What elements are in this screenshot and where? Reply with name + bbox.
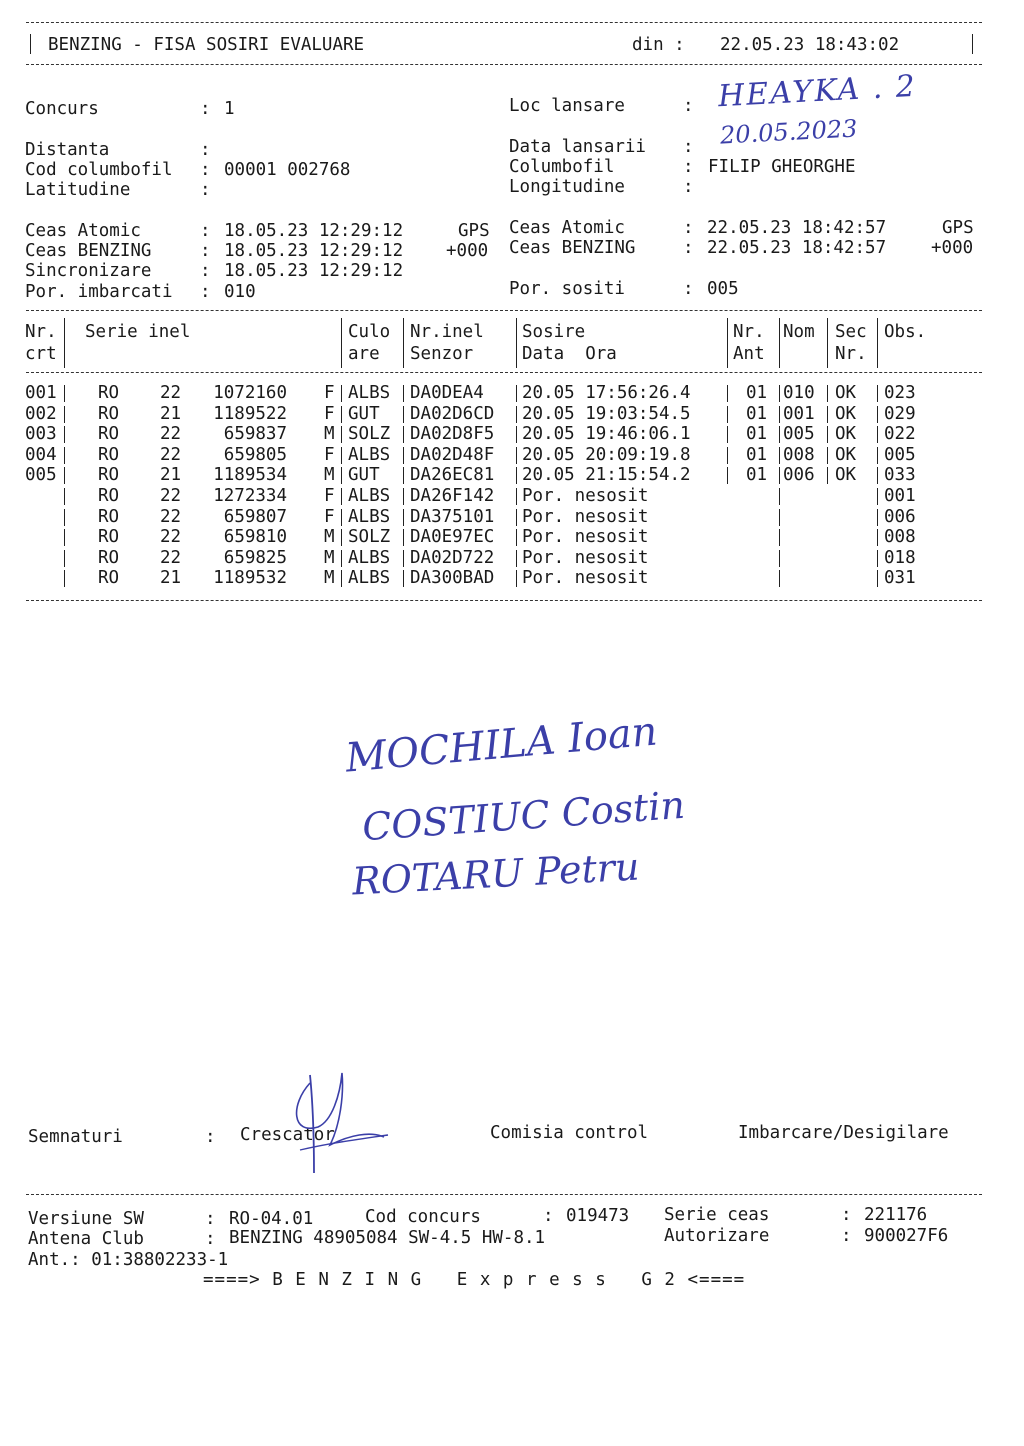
cell-sosire: 20.05 17:56:26.4	[522, 383, 691, 403]
cell-senzor: DA02D6CD	[410, 403, 495, 424]
colon: :	[683, 137, 694, 157]
cell-obs: 033	[884, 465, 916, 486]
cell-sex: M	[324, 465, 335, 486]
table-row	[0, 465, 1024, 485]
col-sep	[779, 570, 780, 587]
col-sep	[877, 529, 878, 546]
cell-an: 21	[160, 568, 182, 589]
cell-sex: F	[324, 486, 335, 506]
col-sep	[516, 529, 517, 546]
table-bottom-rule	[26, 600, 982, 601]
th-senzor: Senzor	[410, 344, 474, 364]
ceas-benzing-label: Ceas BENZING	[25, 241, 152, 261]
table-top-rule	[26, 310, 982, 311]
col-sep	[64, 406, 65, 423]
handwritten-name-2: COSTIUC Costin	[360, 782, 687, 850]
col-sep	[64, 318, 65, 368]
cell-tara: RO	[98, 403, 120, 424]
col-sep	[341, 385, 342, 402]
sincronizare-value: 18.05.23 12:29:12	[224, 261, 404, 281]
cell-tara: RO	[98, 486, 120, 506]
col-sep	[516, 447, 517, 464]
col-sep	[403, 550, 404, 567]
th-nrinel: Nr.inel	[410, 322, 484, 342]
cell-obs: 031	[884, 568, 916, 589]
th-sec: Sec	[835, 322, 867, 342]
cell-sec: OK	[835, 403, 857, 424]
cell-nom: 001	[783, 403, 815, 424]
cell-nr: 1189534	[213, 465, 287, 486]
autorizare-value: 900027F6	[864, 1226, 949, 1246]
colon: :	[683, 218, 694, 238]
th-crt: crt	[25, 344, 57, 364]
cod-columbofil-value: 00001 002768	[224, 160, 351, 180]
cell-nr: 659807	[223, 506, 287, 527]
cell-nr: 659805	[223, 444, 287, 465]
col-sep	[877, 406, 878, 423]
col-sep	[877, 467, 878, 484]
data-lansarii-label: Data lansarii	[509, 137, 646, 157]
ceas-atomic-label-2: Ceas Atomic	[509, 218, 625, 238]
crescator-label: Crescator	[240, 1125, 335, 1145]
colon: :	[200, 99, 222, 119]
cell-tara: RO	[98, 506, 120, 527]
cell-senzor: DA02D8F5	[410, 424, 495, 445]
distanta-label: Distanta	[25, 140, 110, 160]
col-sep	[877, 488, 878, 505]
col-sep	[877, 447, 878, 464]
handwritten-name-1: MOCHILA Ioan	[343, 708, 660, 782]
imbarcati-label: Por. imbarcati	[25, 282, 173, 302]
col-sep	[64, 385, 65, 402]
cell-obs: 029	[884, 403, 916, 424]
data-lansarii-value: 20.05.2023	[719, 114, 859, 150]
col-sep	[827, 467, 828, 484]
cell-obs: 022	[884, 424, 916, 445]
cell-crt: 004	[25, 444, 57, 465]
table-header-rule	[26, 372, 982, 373]
col-sep	[516, 467, 517, 484]
cod-columbofil-label: Cod columbofil	[25, 160, 173, 180]
col-sep	[877, 509, 878, 526]
cell-sec: OK	[835, 424, 857, 445]
cell-nom: 006	[783, 465, 815, 486]
cell-tara: RO	[98, 383, 120, 403]
col-sep	[827, 385, 828, 402]
imbarcare-label: Imbarcare/Desigilare	[738, 1123, 949, 1143]
colon: :	[200, 160, 211, 180]
cell-senzor: DA02D48F	[410, 444, 495, 465]
colon: :	[841, 1205, 852, 1225]
colon: :	[200, 180, 211, 200]
col-sep	[341, 447, 342, 464]
col-sep	[779, 385, 780, 402]
cell-obs: 006	[884, 506, 916, 527]
antena-label: Antena Club	[28, 1229, 144, 1249]
brand-line: ====> B E N Z I N G E x p r e s s G 2 <====	[203, 1270, 746, 1290]
col-sep	[516, 570, 517, 587]
ceas-benzing-label-2: Ceas BENZING	[509, 238, 636, 258]
col-sep	[341, 318, 342, 368]
table-row	[0, 404, 1024, 424]
longitudine-label: Longitudine	[509, 177, 625, 197]
cell-senzor: DA0DEA4	[410, 383, 484, 403]
col-sep	[779, 447, 780, 464]
cell-an: 22	[160, 444, 182, 465]
colon: :	[841, 1226, 852, 1246]
col-sep	[516, 406, 517, 423]
cell-sosire: Por. nesosit	[522, 568, 649, 589]
cell-nom: 010	[783, 383, 815, 403]
col-sep	[516, 318, 517, 368]
col-sep	[403, 447, 404, 464]
col-sep	[779, 426, 780, 443]
cell-an: 22	[160, 527, 182, 548]
cell-ant: 01	[746, 444, 768, 465]
cell-tara: RO	[98, 424, 120, 445]
th-sosire: Sosire	[522, 322, 586, 342]
th-ant: Ant	[733, 344, 765, 364]
cell-nr: 1072160	[213, 383, 287, 403]
cell-senzor: DA26F142	[410, 486, 495, 506]
col-sep	[877, 550, 878, 567]
cell-culoare: ALBS	[348, 568, 391, 589]
cell-sosire: 20.05 19:03:54.5	[522, 403, 691, 424]
cell-an: 22	[160, 547, 182, 568]
table-row	[0, 445, 1024, 465]
th-culo: Culo	[348, 322, 391, 342]
cod-concurs-label: Cod concurs	[365, 1207, 481, 1227]
loc-lansare-label: Loc lansare	[509, 96, 625, 116]
colon: :	[683, 177, 694, 197]
cell-obs: 005	[884, 444, 916, 465]
col-sep	[827, 447, 828, 464]
th-obs: Obs.	[884, 322, 927, 342]
col-sep	[727, 406, 728, 423]
ceas-atomic-end-src: GPS	[942, 218, 974, 238]
col-sep	[516, 488, 517, 505]
col-sep	[64, 550, 65, 567]
cell-tara: RO	[98, 568, 120, 589]
table-row	[0, 568, 1024, 588]
cell-an: 21	[160, 403, 182, 424]
comisia-label: Comisia control	[490, 1123, 649, 1143]
colon: :	[543, 1206, 554, 1226]
col-sep	[779, 467, 780, 484]
cell-sex: F	[324, 403, 335, 424]
cell-obs: 023	[884, 383, 916, 403]
col-sep	[779, 488, 780, 505]
table-row	[0, 424, 1024, 444]
imbarcati-value: 010	[224, 282, 256, 302]
col-sep	[516, 550, 517, 567]
cell-sosire: Por. nesosit	[522, 486, 649, 506]
versiune-value: RO-04.01	[229, 1209, 314, 1229]
cell-an: 22	[160, 506, 182, 527]
cell-sosire: Por. nesosit	[522, 547, 649, 568]
cell-obs: 001	[884, 486, 916, 506]
cell-crt: 003	[25, 424, 57, 445]
cell-an: 22	[160, 486, 182, 506]
col-sep	[516, 509, 517, 526]
col-sep	[64, 509, 65, 526]
cell-sex: M	[324, 568, 335, 589]
col-sep	[403, 529, 404, 546]
col-sep	[64, 529, 65, 546]
cell-tara: RO	[98, 465, 120, 486]
table-row	[0, 507, 1024, 527]
concurs-label: Concurs	[25, 99, 99, 119]
col-sep	[341, 509, 342, 526]
cell-sosire: 20.05 19:46:06.1	[522, 424, 691, 445]
col-sep	[403, 318, 404, 368]
col-sep	[403, 385, 404, 402]
table-row	[0, 527, 1024, 547]
colon: :	[683, 279, 694, 299]
serie-ceas-value: 221176	[864, 1205, 928, 1225]
cell-nr: 659810	[223, 527, 287, 548]
cell-sex: F	[324, 444, 335, 465]
th-are: are	[348, 344, 380, 364]
cell-sosire: 20.05 21:15:54.2	[522, 465, 691, 486]
cell-nr: 659837	[223, 424, 287, 445]
cell-ant: 01	[746, 465, 768, 486]
col-sep	[827, 406, 828, 423]
cell-nom: 008	[783, 444, 815, 465]
header-top-rule	[26, 22, 982, 23]
cell-an: 22	[160, 383, 182, 403]
col-sep	[516, 385, 517, 402]
sincronizare-label: Sincronizare	[25, 261, 152, 281]
page-title: BENZING - FISA SOSIRI EVALUARE	[48, 35, 365, 55]
col-sep	[827, 318, 828, 368]
col-sep	[516, 426, 517, 443]
col-sep	[779, 406, 780, 423]
col-sep	[64, 488, 65, 505]
col-sep	[341, 488, 342, 505]
din-label: din :	[632, 35, 685, 55]
th-data-ora: Data Ora	[522, 344, 617, 364]
cell-nr: 659825	[223, 547, 287, 568]
cell-senzor: DA300BAD	[410, 568, 495, 589]
cell-nr: 1272334	[213, 486, 287, 506]
col-sep	[403, 509, 404, 526]
ceas-benzing-end-off: +000	[931, 238, 974, 258]
th-secnr: Nr.	[835, 344, 867, 364]
cell-crt: 002	[25, 403, 57, 424]
colon: :	[683, 157, 694, 177]
cell-culoare: GUT	[348, 465, 380, 486]
header-left-bar	[30, 34, 31, 54]
cell-sex: F	[324, 383, 335, 403]
cod-concurs-value: 019473	[566, 1206, 630, 1226]
cell-ant: 01	[746, 383, 768, 403]
ceas-benzing-end: 22.05.23 18:42:57	[707, 238, 887, 258]
antena-value: BENZING 48905084 SW-4.5 HW-8.1	[229, 1228, 546, 1248]
colon: :	[200, 241, 211, 261]
cell-sec: OK	[835, 465, 857, 486]
cell-culoare: ALBS	[348, 444, 391, 465]
cell-culoare: GUT	[348, 403, 380, 424]
ceas-atomic-label: Ceas Atomic	[25, 221, 141, 241]
col-sep	[341, 570, 342, 587]
col-sep	[727, 467, 728, 484]
cell-culoare: ALBS	[348, 547, 391, 568]
columbofil-value: FILIP GHEORGHE	[708, 157, 856, 177]
serie-ceas-label: Serie ceas	[664, 1205, 770, 1225]
col-sep	[341, 529, 342, 546]
col-sep	[779, 550, 780, 567]
col-sep	[877, 385, 878, 402]
col-sep	[727, 447, 728, 464]
table-row	[0, 486, 1024, 506]
col-sep	[341, 406, 342, 423]
colon: :	[683, 96, 694, 116]
col-sep	[64, 467, 65, 484]
cell-nr: 1189522	[213, 403, 287, 424]
col-sep	[403, 570, 404, 587]
col-sep	[64, 570, 65, 587]
latitudine-label: Latitudine	[25, 180, 131, 200]
col-sep	[877, 426, 878, 443]
col-sep	[403, 488, 404, 505]
cell-nr: 1189532	[213, 568, 287, 589]
col-sep	[877, 570, 878, 587]
concurs-value: 1	[224, 99, 235, 119]
versiune-label: Versiune SW	[28, 1209, 144, 1229]
colon: :	[200, 261, 211, 281]
header-right-bar	[972, 34, 973, 54]
th-serie: Serie inel	[85, 322, 191, 342]
ceas-atomic-end: 22.05.23 18:42:57	[707, 218, 887, 238]
cell-culoare: ALBS	[348, 506, 391, 527]
cell-senzor: DA375101	[410, 506, 495, 527]
sositi-label: Por. sositi	[509, 279, 625, 299]
colon: :	[205, 1209, 216, 1229]
cell-sex: F	[324, 506, 335, 527]
col-sep	[779, 529, 780, 546]
table-row	[0, 383, 1024, 403]
colon: :	[200, 221, 211, 241]
ant-line: Ant.: 01:38802233-1	[28, 1250, 229, 1270]
cell-ant: 01	[746, 403, 768, 424]
col-sep	[341, 426, 342, 443]
cell-tara: RO	[98, 547, 120, 568]
colon: :	[200, 282, 211, 302]
cell-sosire: Por. nesosit	[522, 527, 649, 548]
col-sep	[779, 318, 780, 368]
sositi-value: 005	[707, 279, 739, 299]
ceas-atomic-start: 18.05.23 12:29:12	[224, 221, 404, 241]
autorizare-label: Autorizare	[664, 1226, 770, 1246]
handwritten-name-3: ROTARU Petru	[351, 844, 641, 904]
cell-sosire: Por. nesosit	[522, 506, 649, 527]
col-sep	[403, 426, 404, 443]
ceas-benzing-start-off: +000	[446, 241, 489, 261]
cell-senzor: DA26EC81	[410, 465, 495, 486]
semnaturi-label: Semnaturi	[28, 1127, 123, 1147]
col-sep	[827, 426, 828, 443]
cell-obs: 018	[884, 547, 916, 568]
loc-lansare-value: HEAYKA . 2	[717, 68, 918, 115]
th-nr: Nr.	[25, 322, 57, 342]
col-sep	[727, 385, 728, 402]
col-sep	[727, 318, 728, 368]
cell-sex: M	[324, 547, 335, 568]
col-sep	[877, 318, 878, 368]
cell-sec: OK	[835, 383, 857, 403]
cell-nom: 005	[783, 424, 815, 445]
colon: :	[205, 1229, 216, 1249]
th-nrant: Nr.	[733, 322, 765, 342]
th-nom: Nom	[783, 322, 815, 342]
cell-sex: M	[324, 424, 335, 445]
col-sep	[64, 447, 65, 464]
colon: :	[205, 1127, 216, 1147]
cell-crt: 001	[25, 383, 57, 403]
ceas-atomic-start-src: GPS	[458, 221, 490, 241]
col-sep	[341, 550, 342, 567]
colon: :	[683, 238, 694, 258]
cell-an: 21	[160, 465, 182, 486]
cell-sex: M	[324, 527, 335, 548]
col-sep	[341, 467, 342, 484]
colon: :	[200, 140, 211, 160]
columbofil-label: Columbofil	[509, 157, 615, 177]
ceas-benzing-start: 18.05.23 12:29:12	[224, 241, 404, 261]
cell-ant: 01	[746, 424, 768, 445]
cell-tara: RO	[98, 527, 120, 548]
footer-rule	[26, 1194, 982, 1195]
cell-an: 22	[160, 424, 182, 445]
col-sep	[403, 467, 404, 484]
col-sep	[403, 406, 404, 423]
print-timestamp: 22.05.23 18:43:02	[720, 35, 900, 55]
table-body	[0, 383, 1024, 593]
cell-culoare: SOLZ	[348, 527, 391, 548]
col-sep	[727, 426, 728, 443]
cell-culoare: ALBS	[348, 383, 391, 403]
table-row	[0, 548, 1024, 568]
cell-sec: OK	[835, 444, 857, 465]
cell-tara: RO	[98, 444, 120, 465]
cell-sosire: 20.05 20:09:19.8	[522, 444, 691, 465]
cell-senzor: DA0E97EC	[410, 527, 495, 548]
cell-culoare: ALBS	[348, 486, 391, 506]
cell-culoare: SOLZ	[348, 424, 391, 445]
header-bottom-rule	[26, 64, 982, 65]
cell-crt: 005	[25, 465, 57, 486]
crescator-signature	[270, 1055, 400, 1185]
cell-obs: 008	[884, 527, 916, 548]
cell-senzor: DA02D722	[410, 547, 495, 568]
col-sep	[64, 426, 65, 443]
col-sep	[779, 509, 780, 526]
